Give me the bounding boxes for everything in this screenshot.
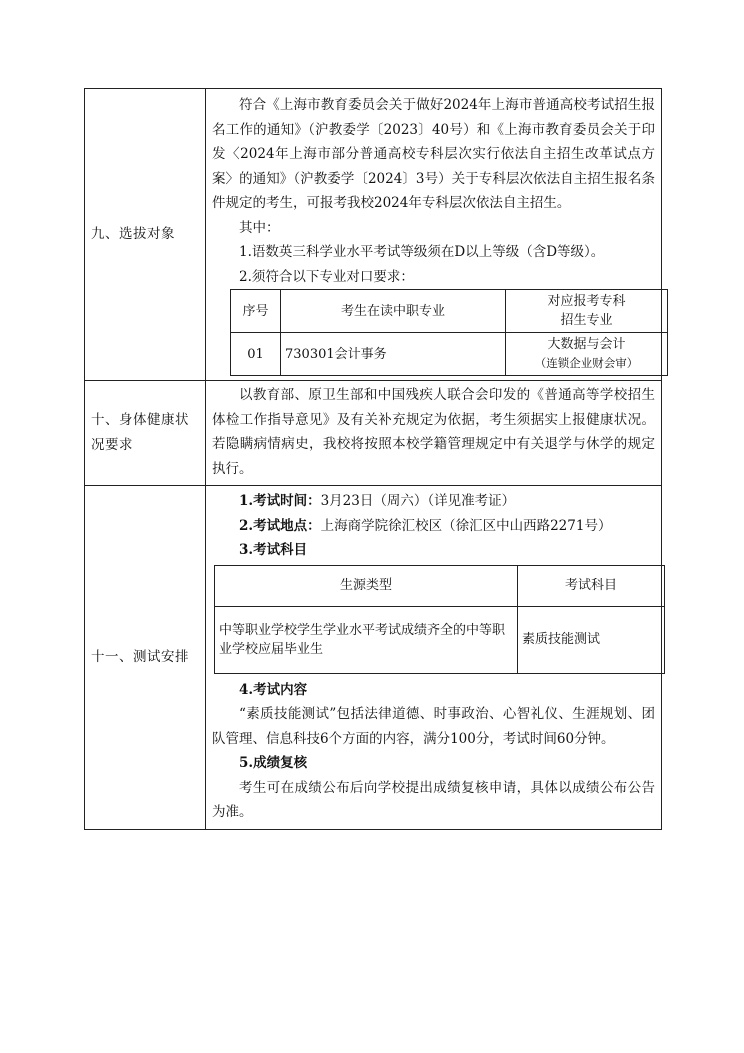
section-9-heading: 九、选拔对象 xyxy=(85,89,206,381)
document-page xyxy=(84,88,662,830)
row-no: 01 xyxy=(231,333,281,376)
row-target-name: 大数据与会计 xyxy=(547,337,626,352)
section-10-text: 以教育部、原卫生部和中国残疾人联合会印发的《普通高等学校招生体检工作指导意见》及有关补充规定为依据，考生须据实上报健康状况。若隐瞒病情病史，我校将按照本校学籍管理规定中有关退学与休学的规定执行。 xyxy=(212,387,655,477)
section-9-item-1: 1.语数英三科学业水平考试等级须在D以上等级（含D等级）。 xyxy=(239,244,605,260)
col-header-target xyxy=(506,290,668,333)
row-major: 730301会计事务 xyxy=(281,333,506,376)
section-11-row xyxy=(85,486,662,830)
section-9-intro: 符合《上海市教育委员会关于做好2024年上海市普通高校考试招生报名工作的通知》（沪教委学〔2023〕40号）和《上海市教育委员会关于印发〈2024年上海市部分普通高校专科层次实行依法自主招生改革试点方案〉的通知》（沪教委学〔2024〕3号）关于专科层次依法自主招生报名条件规定的考生，可报考我校2024年专科层次依法自主招生。 xyxy=(212,97,655,211)
exam-time-value: 3月23日（周六）（详见准考证） xyxy=(320,493,516,509)
section-9-row xyxy=(85,89,662,381)
major-table-header xyxy=(231,290,668,333)
exam-time xyxy=(212,489,655,514)
section-11-content xyxy=(206,486,662,830)
table-row xyxy=(215,606,665,673)
row-type: 中等职业学校学生学业水平考试成绩齐全的中等职业学校应届毕业生 xyxy=(215,606,518,673)
admission-table xyxy=(84,88,662,830)
section-10-row xyxy=(85,381,662,486)
subject-table xyxy=(214,565,665,674)
exam-place xyxy=(212,514,655,539)
col-header-major: 考生在读中职专业 xyxy=(281,290,506,333)
table-row xyxy=(231,333,668,376)
exam-place-label: 2.考试地点： xyxy=(239,517,321,534)
exam-place-value: 上海商学院徐汇校区（徐汇区中山西路2271号） xyxy=(320,517,612,534)
exam-content-text: “素质技能测试”包括法律道德、时事政治、心智礼仪、生涯规划、团队管理、信息科技6个方面的内容，满分100分，考试时间60分钟。 xyxy=(212,706,655,747)
col-header-subject: 考试科目 xyxy=(518,565,665,606)
col-header-no: 序号 xyxy=(231,290,281,333)
section-9-among: 其中： xyxy=(239,219,280,236)
section-10-heading: 十、身体健康状况要求 xyxy=(85,381,206,486)
section-10-content xyxy=(206,381,662,486)
exam-time-label: 1.考试时间： xyxy=(239,493,321,509)
exam-subjects-label: 3.考试科目 xyxy=(239,542,308,558)
row-subject: 素质技能测试 xyxy=(518,606,665,673)
row-target-note: （连锁企业财会审） xyxy=(534,356,639,370)
exam-content-label: 4.考试内容 xyxy=(239,681,308,698)
major-table xyxy=(230,289,668,376)
col-header-target-line1: 对应报考专科 xyxy=(547,294,626,309)
section-9-content xyxy=(206,89,662,381)
col-header-target-line2: 招生专业 xyxy=(560,313,613,328)
row-target xyxy=(506,333,668,376)
score-review-label: 5.成绩复核 xyxy=(239,755,308,771)
section-11-heading: 十一、测试安排 xyxy=(85,486,206,830)
section-9-item-2: 2.须符合以下专业对口要求： xyxy=(239,268,414,285)
col-header-type: 生源类型 xyxy=(215,565,518,606)
subject-table-header xyxy=(215,565,665,606)
score-review-text: 考生可在成绩公布后向学校提出成绩复核申请，具体以成绩公布公告为准。 xyxy=(212,779,655,820)
